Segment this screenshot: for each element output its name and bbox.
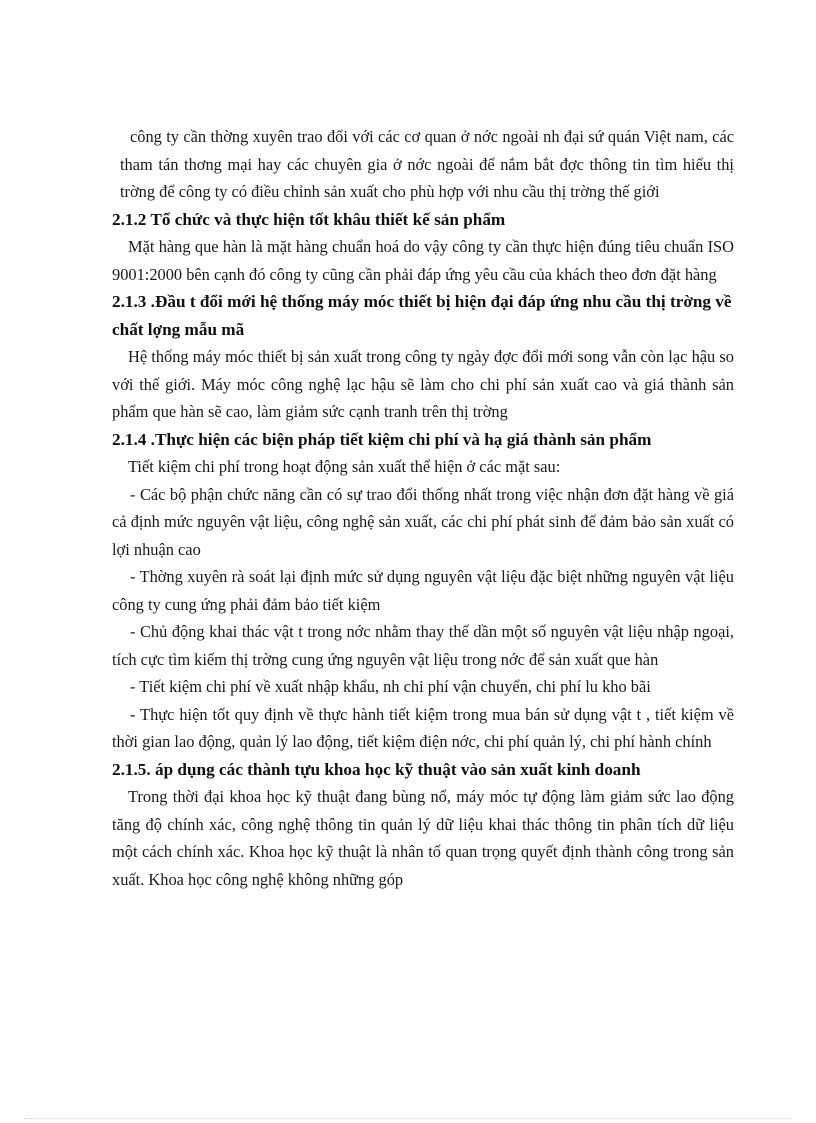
heading-2-1-4: 2.1.4 .Thực hiện các biện pháp tiết kiệm chi phí và hạ giá thành sản phẩm bbox=[112, 429, 652, 449]
heading-2-1-2: 2.1.2 Tổ chức và thực hiện tốt khâu thiết kế sản phẩm bbox=[112, 209, 506, 229]
document-page bbox=[112, 123, 734, 893]
paragraph-2-1-5: Trong thời đại khoa học kỹ thuật đang bùng nổ, máy móc tự động làm giảm sức lao động tăng độ chính xác, công nghệ thông tin quản lý dữ liệu khai thác thông tin phân tích dữ liệu một cách chính xác. Khoa học kỹ thuật là nhân tố quan trọng quyết định thành công trong sản xuất. Khoa học công nghệ không những góp bbox=[112, 787, 734, 889]
list-item: - Thực hiện tốt quy định về thực hành tiết kiệm trong mua bán sử dụng vật t , tiết kiệm về thời gian lao động, quản lý lao động, tiết kiệm điện nớc, chi phí quản lý, chi phí hành chính bbox=[112, 704, 734, 751]
list-item: - Chủ động khai thác vật t trong nớc nhằm thay thế dần một số nguyên vật liệu nhập ngoại, tích cực tìm kiếm thị trờng cung ứng nguyên vật liệu trong nớc để sản xuất que hàn bbox=[112, 622, 734, 669]
heading-2-1-3: 2.1.3 .Đầu t đổi mới hệ thống máy móc thiết bị hiện đại đáp ứng nhu cầu thị trờng về chất lợng mẫu mã bbox=[112, 292, 732, 339]
paragraph-2-1-4-intro: Tiết kiệm chi phí trong hoạt động sản xuất thể hiện ở các mặt sau: bbox=[128, 457, 561, 476]
paragraph-2-1-2: Mặt hàng que hàn là mặt hàng chuẩn hoá do vậy công ty cần thực hiện đúng tiêu chuẩn ISO 9001:2000 bên cạnh đó công ty cũng cần phải đáp ứng yêu cầu của khách theo đơn đặt hàng bbox=[112, 237, 734, 284]
paragraph-2-1-3: Hệ thống máy móc thiết bị sản xuất trong công ty ngày đợc đổi mới song vẫn còn lạc hậu so với thế giới. Máy móc công nghệ lạc hậu sẽ làm cho chi phí sản xuất cao và giá thành sản phẩm que hàn sẽ cao, làm giảm sức cạnh tranh trên thị trờng bbox=[112, 347, 734, 421]
heading-2-1-5: 2.1.5. áp dụng các thành tựu khoa học kỹ thuật vào sản xuất kinh doanh bbox=[112, 759, 641, 779]
list-item: - Thờng xuyên rà soát lại định mức sử dụng nguyên vật liệu đặc biệt những nguyên vật liệu công ty cung ứng phải đảm bảo tiết kiệm bbox=[112, 567, 734, 614]
list-item: - Tiết kiệm chi phí về xuất nhập khẩu, nh chi phí vận chuyển, chi phí lu kho bãi bbox=[130, 677, 651, 696]
list-item: - Các bộ phận chức năng cần có sự trao đổi thống nhất trong việc nhận đơn đặt hàng về giá cả định mức nguyên vật liệu, công nghệ sản xuất, các chi phí phát sinh để đảm bảo sản xuất có lợi nhuận cao bbox=[112, 484, 734, 559]
page-bottom-divider bbox=[24, 1118, 792, 1119]
paragraph-intro: công ty cần thờng xuyên trao đổi với các cơ quan ở nớc ngoài nh đại sứ quán Việt nam, các tham tán thơng mại hay các chuyên gia ở nớc ngoài để nắm bắt đợc thông tin tìm hiểu thị trờng để công ty có điều chỉnh sản xuất cho phù hợp với nhu cầu thị trờng thế giới bbox=[120, 127, 734, 201]
